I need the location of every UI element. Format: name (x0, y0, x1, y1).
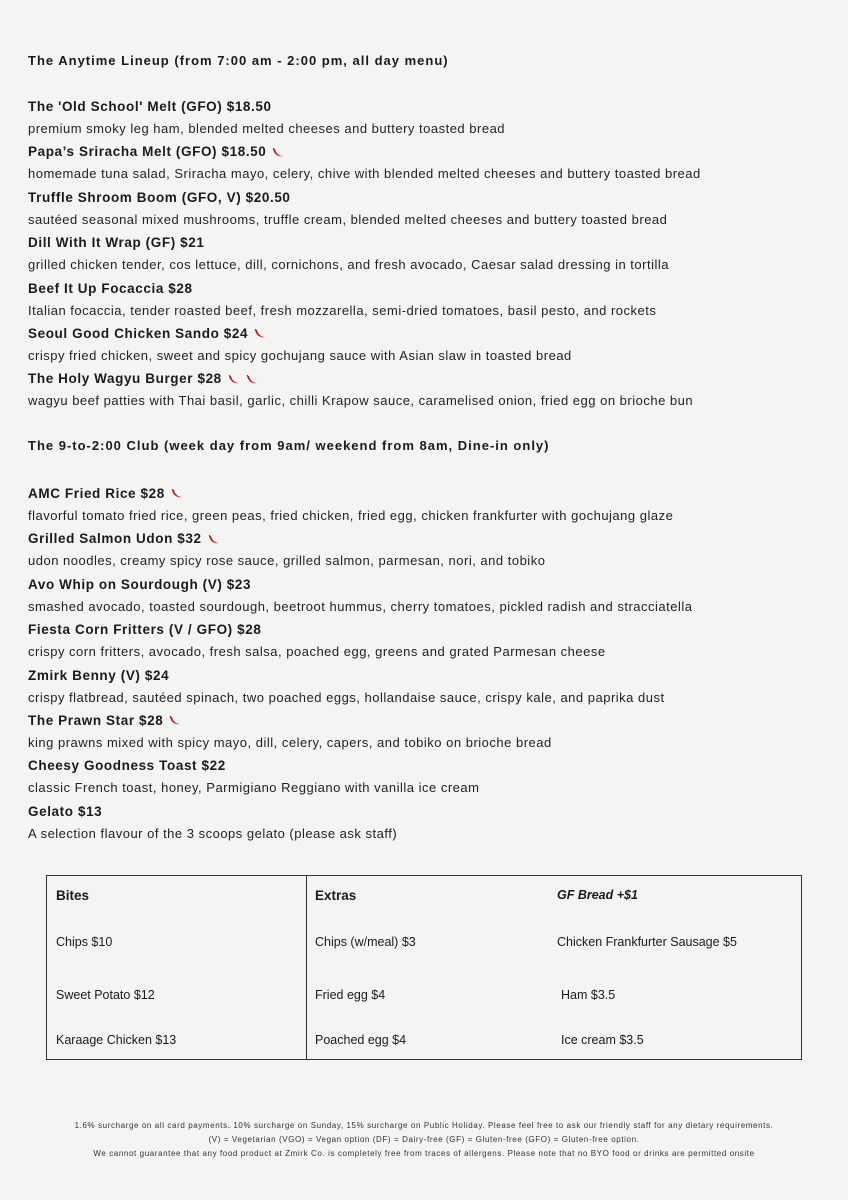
chili-icon (171, 489, 183, 499)
more-extras-item: Chicken Frankfurter Sausage $5 (557, 935, 737, 949)
menu-item-description: classic French toast, honey, Parmigiano Reggiano with vanilla ice cream (28, 780, 480, 796)
menu-item-label: AMC Fried Rice $28 (28, 486, 165, 501)
table-divider (306, 876, 307, 1059)
menu-item-description: grilled chicken tender, cos lettuce, dill, cornichons, and fresh avocado, Caesar salad dressing in tortilla (28, 257, 669, 273)
chili-icon (208, 535, 220, 545)
menu-item-description: Italian focaccia, tender roasted beef, fresh mozzarella, semi-dried tomatoes, basil pesto, and rockets (28, 302, 657, 318)
menu-item-description: homemade tuna salad, Sriracha mayo, celery, chive with blended melted cheeses and buttery toasted bread (28, 166, 701, 182)
menu-item-description: smashed avocado, toasted sourdough, beetroot hummus, cherry tomatoes, pickled radish and stracciatella (28, 598, 693, 614)
bites-header: Bites (56, 888, 90, 903)
menu-item-label: The Holy Wagyu Burger $28 (28, 371, 222, 387)
gf-bread-note: GF Bread +$1 (557, 888, 638, 902)
menu-item-name (28, 281, 193, 296)
footer-dietary-legend: (V) = Vegetarian (VGO) = Vegan option (DF) = Dairy-free (GF) = Gluten-free (GFO) = Gluten-free option. (208, 1135, 640, 1144)
menu-item-description: wagyu beef patties with Thai basil, garlic, chilli Krapow sauce, caramelised onion, fried egg on brioche bun (28, 393, 694, 409)
menu-item-label: Papa’s Sriracha Melt (GFO) $18.50 (28, 144, 267, 160)
menu-item-label: Gelato $13 (28, 803, 103, 819)
menu-item-name (28, 804, 102, 819)
menu-item-name (28, 622, 261, 637)
menu-item-description: premium smoky leg ham, blended melted cheeses and buttery toasted bread (28, 121, 506, 136)
menu-item-label: Zmirk Benny (V) $24 (28, 667, 170, 683)
menu-item-label: Truffle Shroom Boom (GFO, V) $20.50 (28, 189, 291, 205)
menu-item-description: A selection flavour of the 3 scoops gelato (please ask staff) (28, 825, 398, 841)
extras-table (46, 875, 802, 1060)
footer-allergen-note: We cannot guarantee that any food product at Zmirk Co. is completely free from traces of allergens. Please note that no BYO food or drinks are permitted onsite (93, 1149, 755, 1158)
chili-icon (169, 716, 181, 726)
bites-item: Karaage Chicken $13 (56, 1033, 177, 1047)
menu-item-label: Seoul Good Chicken Sando $24 (28, 326, 249, 341)
menu-item-name (28, 190, 291, 205)
club-section-title: The 9-to-2:00 Club (week day from 9am/ weekend from 8am, Dine-in only) (28, 438, 550, 453)
bites-item: Chips $10 (56, 935, 113, 949)
menu-item-description: flavorful tomato fried rice, green peas, fried chicken, fried egg, chicken frankfurter with gochujang glaze (28, 508, 674, 523)
menu-item-name (28, 144, 284, 159)
menu-item-description: sautéed seasonal mixed mushrooms, truffle cream, blended melted cheeses and buttery toasted bread (28, 211, 668, 227)
menu-item-label: Avo Whip on Sourdough (V) $23 (28, 576, 252, 592)
menu-item-description: crispy fried chicken, sweet and spicy gochujang sauce with Asian slaw in toasted bread (28, 348, 572, 363)
menu-item-description: crispy flatbread, sautéed spinach, two poached eggs, hollandaise sauce, crispy kale, and paprika dust (28, 689, 665, 705)
menu-item-name (28, 235, 205, 250)
menu-item-name (28, 577, 251, 592)
menu-item-name (28, 531, 220, 546)
menu-item-name (28, 713, 181, 728)
menu-item-name (28, 99, 272, 114)
chili-icon (228, 375, 240, 385)
extras-item: Poached egg $4 (315, 1033, 407, 1047)
menu-item-label: The 'Old School' Melt (GFO) $18.50 (28, 99, 272, 114)
menu-item-name (28, 758, 226, 773)
footer-surcharge-note: 1.6% surcharge on all card payments. 10% surcharge on Sunday, 15% surcharge on Public Holiday. Please feel free to ask our friendly staff for any dietary requirements. (74, 1121, 774, 1130)
extras-item: Fried egg $4 (315, 988, 386, 1002)
bites-item: Sweet Potato $12 (56, 988, 155, 1002)
anytime-section-title: The Anytime Lineup (from 7:00 am - 2:00 pm, all day menu) (28, 53, 449, 68)
menu-item-label: Fiesta Corn Fritters (V / GFO) $28 (28, 622, 262, 638)
more-extras-item: Ice cream $3.5 (561, 1033, 644, 1047)
menu-item-description: crispy corn fritters, avocado, fresh salsa, poached egg, greens and grated Parmesan cheese (28, 644, 606, 660)
menu-item-label: Grilled Salmon Udon $32 (28, 531, 202, 547)
extras-header: Extras (315, 888, 357, 903)
menu-item-description: king prawns mixed with spicy mayo, dill, celery, capers, and tobiko on brioche bread (28, 735, 552, 750)
menu-item-name (28, 486, 183, 501)
chili-icon (246, 375, 258, 385)
menu-item-label: Beef It Up Focaccia $28 (28, 280, 193, 296)
menu-item-label: Cheesy Goodness Toast $22 (28, 758, 226, 774)
more-extras-item: Ham $3.5 (561, 988, 616, 1002)
menu-item-label: The Prawn Star $28 (28, 713, 164, 728)
extras-item: Chips (w/meal) $3 (315, 935, 416, 949)
menu-item-name (28, 371, 258, 386)
menu-item-name (28, 668, 169, 683)
chili-icon (272, 148, 284, 158)
chili-icon (254, 329, 266, 339)
menu-item-label: Dill With It Wrap (GF) $21 (28, 235, 205, 251)
menu-item-description: udon noodles, creamy spicy rose sauce, grilled salmon, parmesan, nori, and tobiko (28, 553, 546, 569)
menu-item-name (28, 326, 266, 341)
